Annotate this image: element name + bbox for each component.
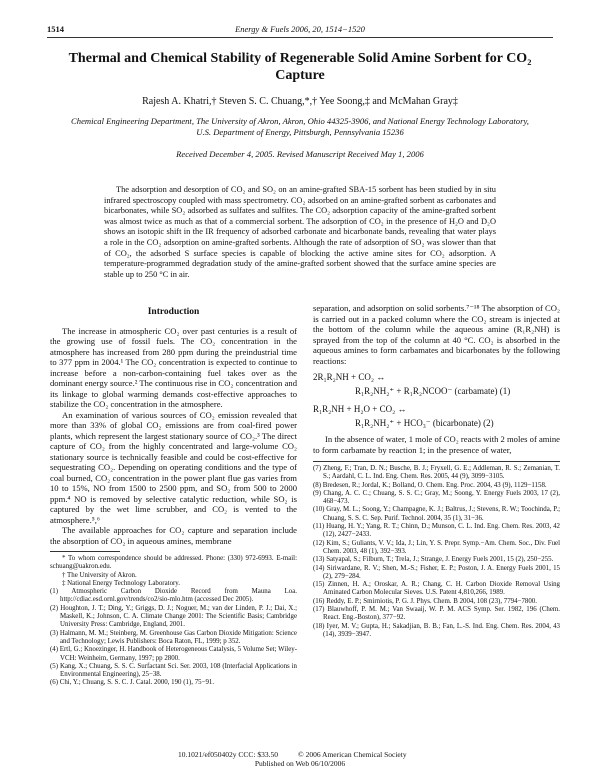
affiliations: Chemical Engineering Department, The University of Akron, Akron, Ohio 44325-3906, and National Energy Technology Laboratory, U.S. Department of Energy, Pittsburgh, Pennsylvania 15236 (71, 116, 529, 137)
intro-paragraph-3: The available approaches for CO₂ capture and separation include the absorption of CO₂ in aqueous amines, membrane (50, 525, 297, 546)
reference-3: (3) Halmann, M. M.; Steinberg, M. Greenhouse Gas Carbon Dioxide Mitigation: Science and Technology; Lewis Publishers: Boca Raton, FL, 1999; p 352. (50, 629, 297, 645)
intro-paragraph-2: An examination of various sources of CO₂ emission revealed that more than 33% of global CO₂ emissions are from coal-fired power plants, which represent the largest stationary source of CO₂.³ The direct capture of CO₂ from the highly concentrated and large-volume CO₂ stationary source is technically feasible and could be cost-effective for sequestrating CO₂. Depending on operating conditions and the type of coal burned, CO₂ concentration in the power plant flue gas varies from 10 to 15%, NO from 1500 to 2500 ppm, and SO₂ from 500 to 2000 ppm.⁴ NO is removed by selective catalytic reduction, while SO₂ is captured by the wet lime scrubber, and CO₂ is vented to the atmosphere.⁵,⁶ (50, 409, 297, 525)
right-paragraph-1: separation, and adsorption on solid sorbents.⁷⁻¹⁸ The absorption of CO₂ is carried out in a packed column where the CO₂ stream is injected at the bottom of the column while the aqueous amine (R₁R₂NH) is sprayed from the top of the column at 40 °C. CO₂ is absorbed in the aqueous amines to form carbamates and bicarbonates by the following reactions: (313, 303, 560, 366)
reference-16: (16) Reddy, E. P.; Smirniotis, P. G. J. Phys. Chem. B 2004, 108 (23), 7794−7800. (313, 597, 537, 605)
reference-11: (11) Huang, H. Y.; Yang, R. T.; Chinn, D.; Munson, C. L. Ind. Eng. Chem. Res. 2003, 42 (12), 2427−2433. (313, 523, 560, 539)
footnote-affiliation-akron: † The University of Akron. (62, 571, 137, 579)
header-rule (47, 37, 553, 38)
received-dates: Received December 4, 2005. Revised Manuscript Received May 1, 2006 (176, 149, 424, 159)
reference-1: (1) Atmospheric Carbon Dioxide Record from Mauna Loa. http://cdiac.esd.ornl.gov/trends/co2/sio-mlo.htm (accessed Dec 2005). (50, 588, 297, 604)
footnote-correspondence: * To whom correspondence should be addressed. Phone: (330) 972-6993. E-mail: schuang@uakron.edu. (50, 555, 297, 571)
copyright-line: © 2006 American Chemical Society (298, 750, 407, 759)
section-heading-introduction: Introduction (147, 307, 200, 317)
equation-1 (313, 370, 560, 398)
reference-17: (17) Blauwhoff, P. M. M.; Van Swaaij, W. P. M. ACS Symp. Ser. 1982, 196 (Chem. React. Eng.-Boston), 377−92. (313, 606, 560, 622)
reference-9: (9) Chang, A. C. C.; Chuang, S. S. C.; Gray, M.; Soong, Y. Energy Fuels 2003, 17 (2), 468−473. (313, 489, 560, 506)
page-number: 1514 (47, 24, 64, 34)
equation-1-lhs: 2R₁R₂NH + CO₂ ↔ (313, 372, 386, 382)
equation-1-rhs: R₁R₂NH₂⁺ + R₁R₂NCOO⁻ (carbamate) (1) (355, 386, 511, 396)
reference-5: (5) Kang, X.; Chuang, S. S. C. Surfactant Sci. Ser. 2003, 108 (Interfacial Applications in Environmental Engineering), 25−38. (50, 662, 297, 679)
footnote-affiliation-netl: ‡ National Energy Technology Laboratory. (62, 579, 181, 587)
reference-8: (8) Bredesen, R.; Jordal, K.; Bolland, O. Chem. Eng. Proc. 2004, 43 (9), 1129−1158. (313, 481, 547, 489)
journal-name: Energy & Fuels (235, 24, 290, 34)
footnote-rule (50, 551, 120, 552)
reference-18: (18) Iyer, M. V.; Gupta, H.; Sakadjian, B. B.; Fan, L.-S. Ind. Eng. Chem. Res. 2004, 43 (14), 3939−3947. (313, 622, 560, 638)
reference-2: (2) Houghton, J. T.; Ding, Y.; Griggs, D. J.; Noguer, M.; van der Linden, P. J.; Dai, X.; Maskell, K.; Johnson, C. A. Climate Change 2001: The Scientific Basis; Cambridge University Press: Cambridge, England, 2001. (50, 604, 297, 629)
reference-14: (14) Siriwardane, R. V.; Shen, M.-S.; Fisher, E. P.; Poston, J. A. Energy Fuels 2001, 15 (2), 279−284. (313, 564, 560, 580)
intro-paragraph-1: The increase in atmospheric CO₂ over past centuries is a result of the growing use of fossil fuels. The CO₂ concentration in the atmosphere has increased from 280 ppm during the preindustrial time to 377 ppm in 2004.¹ The CO₂ concentration is expected to continue to increase before a non-carbon-containing fuel takes over as the dominant energy source.² The continuous rise in CO₂ concentration and its linkage to global warming demands cost-effective approaches to stabilize the CO₂ concentration in the atmosphere. (50, 325, 297, 409)
doi-line: 10.1021/ef050402y CCC: $33.50 (178, 750, 279, 759)
reference-13: (13) Satyapal, S.; Filburn, T.; Trela, J.; Strange, J. Energy Fuels 2001, 15 (2), 250−255. (313, 556, 554, 564)
reference-15: (15) Zinnen, H. A.; Oroskar, A. R.; Chang, C. H. Carbon Dioxide Removal Using Aminated Carbon Molecular Sieves. U.S. Patent 4,810,266, 1989. (313, 581, 560, 597)
equation-2-lhs: R₁R₂NH + H₂O + CO₂ ↔ (313, 404, 407, 414)
paper-title: Thermal and Chemical Stability of Regenerable Solid Amine Sorbent for CO₂ Capture (68, 51, 532, 83)
published-line: Published on Web 06/10/2006 (254, 759, 346, 768)
running-header (47, 24, 553, 38)
abstract: The adsorption and desorption of CO₂ and SO₂ on an amine-grafted SBA-15 sorbent has been studied by in situ infrared spectroscopy coupled with mass spectrometry. CO₂ adsorbed on an amine-grafted sorbent as carbonates and bicarbonates, while SO₂ adsorbed as sulfates and sulfites. The CO₂ adsorption capacity of the amine-grafted sorbent was almost twice as much as that of a commercial sorbent. The adsorption of CO₂ in the presence of H₂O and D₂O shows an isotopic shift in the IR frequency of adsorbed carbonate and bicarbonate bands, revealing that water plays a role in the CO₂ adsorption on amine-grafted sorbents. Although the rate of adsorption of SO₂ was slower than that of CO₂, the adsorbed S surface species is capable of blocking the active amine sites for CO₂ adsorption. A temperature-programmed degradation study of the amine-grafted sorbent showed that the surface amine species are stable up to 250 °C in air. (104, 185, 496, 279)
reference-4: (4) Ertl, G.; Knoezinger, H. Handbook of Heterogeneous Catalysis, 5 Volume Set; Wiley-VCH: Weinheim, Germany, 1997; pp 2800. (50, 646, 297, 662)
reference-10: (10) Gray, M. L.; Soong, Y.; Champagne, K. J.; Baltrus, J.; Stevens, R. W.; Toochinda, P.; Chuang, S. S. C. Sep. Purif. Technol. 2004, 35 (1), 31−36. (313, 506, 560, 522)
reference-6: (6) Chi, Y.; Chuang, S. S. C. J. Catal. 2000, 190 (1), 75−91. (50, 679, 215, 687)
equation-2 (313, 402, 560, 430)
equation-2-rhs: R₁R₂NH₂⁺ + HCO₃⁻ (bicarbonate) (2) (355, 418, 494, 428)
reference-list-right (313, 461, 560, 639)
reference-7: (7) Zheng, F.; Tran, D. N.; Busche, B. J.; Fryxell, G. E.; Addleman, R. S.; Zemanian, T. S.; Aardahl, C. L. Ind. Eng. Chem. Res. 2005, 44 (9), 3099−3105. (313, 465, 560, 481)
left-column (50, 303, 297, 688)
reference-12: (12) Kim, S.; Guliants, V. V.; Ida, J.; Lin, Y. S. Prepr. Symp.−Am. Chem. Soc., Div. Fuel Chem. 2003, 48 (1), 392−393. (313, 539, 560, 555)
author-list: Rajesh A. Khatri,† Steven S. C. Chuang,*,† Yee Soong,‡ and McMahan Gray‡ (142, 96, 458, 107)
volume-line: 2006, 20, 1514−1520 (291, 24, 365, 34)
journal-citation (47, 24, 553, 34)
right-column (313, 303, 560, 639)
right-paragraph-2: In the absence of water, 1 mole of CO₂ reacts with 2 moles of amine to form carbamate by reaction 1; in the presence of water, (313, 434, 560, 455)
